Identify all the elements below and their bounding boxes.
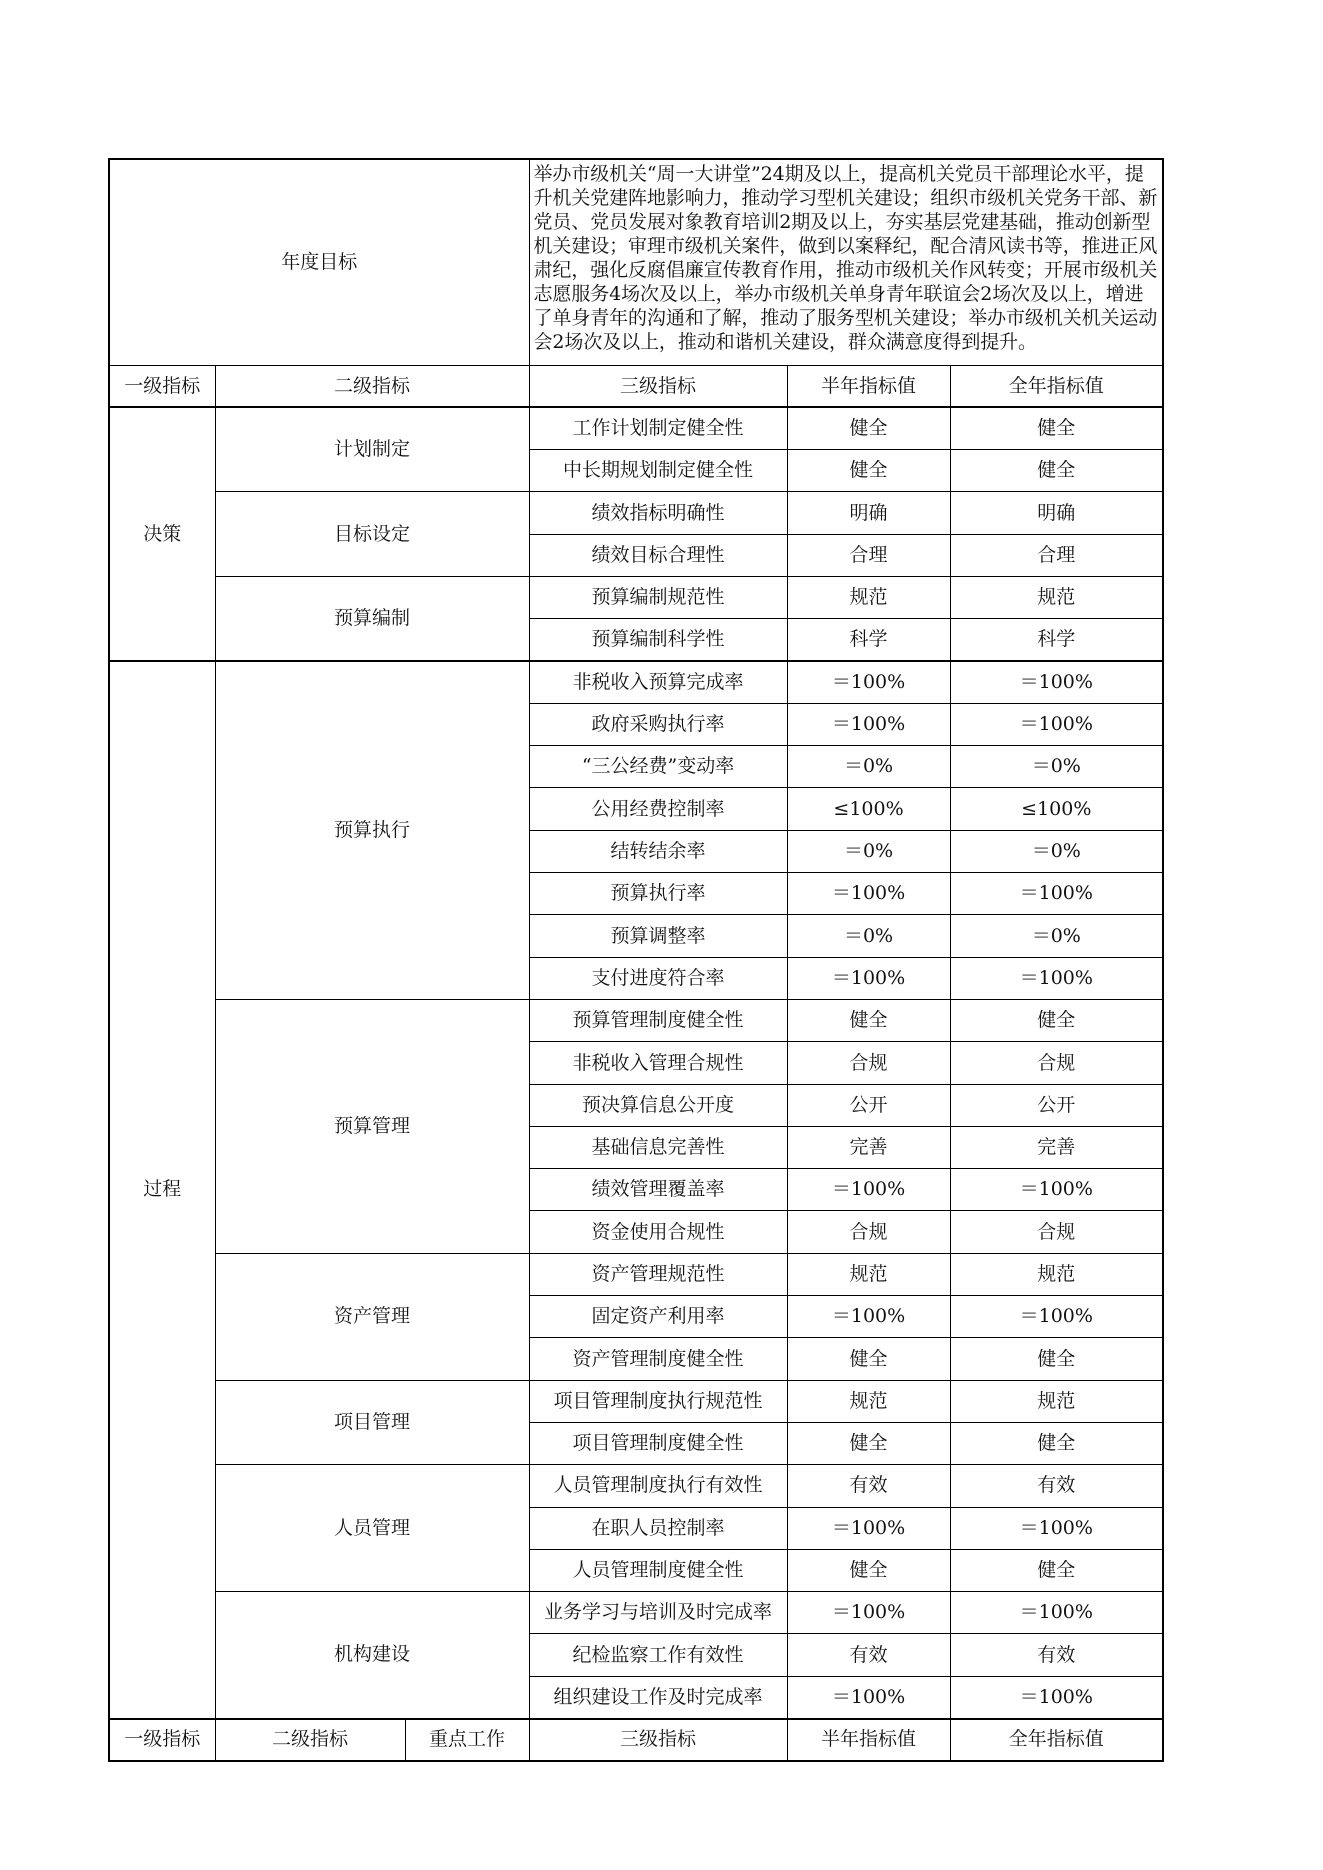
- half-year-value: ＝100%: [787, 1676, 950, 1718]
- level3-indicator: 预算管理制度健全性: [529, 999, 787, 1041]
- full-year-value: ＝100%: [950, 1296, 1163, 1338]
- full-year-value: 有效: [950, 1465, 1163, 1507]
- level3-indicator: 中长期规划制定健全性: [529, 450, 787, 492]
- level3-indicator: 预算调整率: [529, 915, 787, 957]
- full-year-value: 合理: [950, 534, 1163, 576]
- level3-indicator: 在职人员控制率: [529, 1507, 787, 1549]
- full-year-value: ＝100%: [950, 1676, 1163, 1718]
- full-year-value: ＝100%: [950, 1169, 1163, 1211]
- level3-indicator: 公用经费控制率: [529, 788, 787, 830]
- indicator-row: [109, 407, 1163, 449]
- full-year-value: 规范: [950, 1380, 1163, 1422]
- indicator-row: [109, 576, 1163, 618]
- level1-process: 过程: [109, 661, 215, 1718]
- full-year-value: 合规: [950, 1042, 1163, 1084]
- full-year-value: ≤100%: [950, 788, 1163, 830]
- indicator-row: [109, 661, 1163, 703]
- header-full-year: 全年指标值: [950, 365, 1163, 407]
- footer-key-work: 重点工作: [405, 1719, 529, 1761]
- level3-indicator: 项目管理制度执行规范性: [529, 1380, 787, 1422]
- full-year-value: 有效: [950, 1634, 1163, 1676]
- level3-indicator: 纪检监察工作有效性: [529, 1634, 787, 1676]
- level2-group: 预算管理: [215, 999, 529, 1253]
- indicator-row: [109, 999, 1163, 1041]
- half-year-value: 健全: [787, 999, 950, 1041]
- half-year-value: 规范: [787, 1253, 950, 1295]
- footer-header-row: [109, 1719, 1163, 1761]
- half-year-value: 公开: [787, 1084, 950, 1126]
- full-year-value: 明确: [950, 492, 1163, 534]
- level3-indicator: 业务学习与培训及时完成率: [529, 1592, 787, 1634]
- level3-indicator: 非税收入预算完成率: [529, 661, 787, 703]
- level2-group: 资产管理: [215, 1253, 529, 1380]
- full-year-value: ＝100%: [950, 1507, 1163, 1549]
- footer-half-year: 半年指标值: [787, 1719, 950, 1761]
- footer-level2: 二级指标: [215, 1719, 405, 1761]
- header-level1: 一级指标: [109, 365, 215, 407]
- half-year-value: 规范: [787, 1380, 950, 1422]
- full-year-value: ＝100%: [950, 1592, 1163, 1634]
- level2-group: 计划制定: [215, 407, 529, 492]
- level3-indicator: 支付进度符合率: [529, 957, 787, 999]
- half-year-value: ＝100%: [787, 873, 950, 915]
- half-year-value: ＝100%: [787, 661, 950, 703]
- full-year-value: 规范: [950, 576, 1163, 618]
- level2-group: 机构建设: [215, 1592, 529, 1719]
- level3-indicator: 预算编制科学性: [529, 619, 787, 661]
- full-year-value: 公开: [950, 1084, 1163, 1126]
- level3-indicator: 工作计划制定健全性: [529, 407, 787, 449]
- half-year-value: ＝100%: [787, 1296, 950, 1338]
- half-year-value: 合规: [787, 1211, 950, 1253]
- level3-indicator: 资金使用合规性: [529, 1211, 787, 1253]
- half-year-value: 有效: [787, 1465, 950, 1507]
- full-year-value: ＝0%: [950, 915, 1163, 957]
- level3-indicator: 政府采购执行率: [529, 703, 787, 745]
- level3-indicator: “三公经费”变动率: [529, 746, 787, 788]
- indicator-row: [109, 492, 1163, 534]
- full-year-value: 健全: [950, 450, 1163, 492]
- full-year-value: 健全: [950, 1549, 1163, 1591]
- level2-group: 项目管理: [215, 1380, 529, 1465]
- level3-indicator: 结转结余率: [529, 830, 787, 872]
- level3-indicator: 绩效指标明确性: [529, 492, 787, 534]
- indicator-row: [109, 1380, 1163, 1422]
- full-year-value: 完善: [950, 1126, 1163, 1168]
- annual-goal-label: 年度目标: [109, 159, 529, 365]
- footer-full-year: 全年指标值: [950, 1719, 1163, 1761]
- half-year-value: 合规: [787, 1042, 950, 1084]
- half-year-value: ＝100%: [787, 1592, 950, 1634]
- header-level2: 二级指标: [215, 365, 529, 407]
- level3-indicator: 绩效管理覆盖率: [529, 1169, 787, 1211]
- level2-group: 预算执行: [215, 661, 529, 999]
- level3-indicator: 资产管理制度健全性: [529, 1338, 787, 1380]
- level3-indicator: 项目管理制度健全性: [529, 1422, 787, 1464]
- level1-decision: 决策: [109, 407, 215, 661]
- full-year-value: 健全: [950, 999, 1163, 1041]
- full-year-value: ＝100%: [950, 873, 1163, 915]
- half-year-value: 规范: [787, 576, 950, 618]
- full-year-value: ＝100%: [950, 703, 1163, 745]
- indicator-row: [109, 1253, 1163, 1295]
- full-year-value: 健全: [950, 1422, 1163, 1464]
- level3-indicator: 基础信息完善性: [529, 1126, 787, 1168]
- full-year-value: 健全: [950, 407, 1163, 449]
- indicator-row: [109, 1592, 1163, 1634]
- level3-indicator: 人员管理制度执行有效性: [529, 1465, 787, 1507]
- half-year-value: ＝0%: [787, 830, 950, 872]
- level2-group: 目标设定: [215, 492, 529, 577]
- header-level3: 三级指标: [529, 365, 787, 407]
- level2-group: 预算编制: [215, 576, 529, 661]
- footer-level3: 三级指标: [529, 1719, 787, 1761]
- footer-level1: 一级指标: [109, 1719, 215, 1761]
- performance-indicator-table: [108, 158, 1164, 1762]
- level3-indicator: 预算编制规范性: [529, 576, 787, 618]
- level3-indicator: 人员管理制度健全性: [529, 1549, 787, 1591]
- level2-group: 人员管理: [215, 1465, 529, 1592]
- half-year-value: 有效: [787, 1634, 950, 1676]
- half-year-value: 健全: [787, 450, 950, 492]
- half-year-value: 健全: [787, 407, 950, 449]
- half-year-value: ＝100%: [787, 1169, 950, 1211]
- level3-indicator: 预算执行率: [529, 873, 787, 915]
- level3-indicator: 绩效目标合理性: [529, 534, 787, 576]
- indicator-row: [109, 1465, 1163, 1507]
- full-year-value: 规范: [950, 1253, 1163, 1295]
- level3-indicator: 资产管理规范性: [529, 1253, 787, 1295]
- full-year-value: ＝100%: [950, 661, 1163, 703]
- full-year-value: ＝100%: [950, 957, 1163, 999]
- full-year-value: 健全: [950, 1338, 1163, 1380]
- half-year-value: 科学: [787, 619, 950, 661]
- half-year-value: 合理: [787, 534, 950, 576]
- full-year-value: 科学: [950, 619, 1163, 661]
- half-year-value: 健全: [787, 1338, 950, 1380]
- half-year-value: 健全: [787, 1422, 950, 1464]
- full-year-value: ＝0%: [950, 830, 1163, 872]
- full-year-value: ＝0%: [950, 746, 1163, 788]
- half-year-value: ＝0%: [787, 746, 950, 788]
- half-year-value: ＝0%: [787, 915, 950, 957]
- half-year-value: 健全: [787, 1549, 950, 1591]
- half-year-value: ＝100%: [787, 1507, 950, 1549]
- header-row: [109, 365, 1163, 407]
- full-year-value: 合规: [950, 1211, 1163, 1253]
- half-year-value: 完善: [787, 1126, 950, 1168]
- annual-goal-text: 举办市级机关“周一大讲堂”24期及以上，提高机关党员干部理论水平，提升机关党建阵地影响力，推动学习型机关建设；组织市级机关党务干部、新党员、党员发展对象教育培训2期及以上，夯实基层党建基础，推动创新型机关建设；审理市级机关案件，做到以案释纪，配合清风读书等，推进正风肃纪，强化反腐倡廉宣传教育作用，推动市级机关作风转变；开展市级机关志愿服务4场次及以上，举办市级机关单身青年联谊会2场次及以上，增进了单身青年的沟通和了解，推动了服务型机关建设；举办市级机关机关运动会2场次及以上，推动和谐机关建设，群众满意度得到提升。: [529, 159, 1163, 365]
- half-year-value: 明确: [787, 492, 950, 534]
- annual-goal-row: [109, 159, 1163, 365]
- level3-indicator: 预决算信息公开度: [529, 1084, 787, 1126]
- half-year-value: ＝100%: [787, 957, 950, 999]
- header-half-year: 半年指标值: [787, 365, 950, 407]
- level3-indicator: 固定资产利用率: [529, 1296, 787, 1338]
- level3-indicator: 组织建设工作及时完成率: [529, 1676, 787, 1718]
- half-year-value: ≤100%: [787, 788, 950, 830]
- half-year-value: ＝100%: [787, 703, 950, 745]
- level3-indicator: 非税收入管理合规性: [529, 1042, 787, 1084]
